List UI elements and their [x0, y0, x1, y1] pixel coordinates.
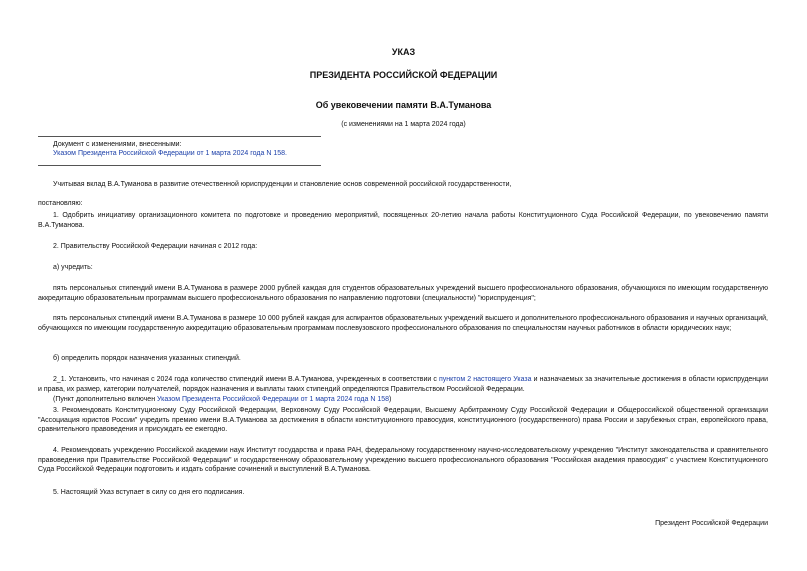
- paragraph-1: 1. Одобрить инициативу организационного комитета по подготовке и проведению мероприятий, посвященных 20-летию начала работы Конституционного Суда Российской Федерации, по увековечению памяти В.А.Туманова.: [38, 212, 768, 229]
- signature: Президент Российской Федерации: [655, 520, 768, 527]
- paragraph-2b: б) определить порядок назначения указанных стипендий.: [53, 355, 241, 362]
- paragraph-3: 3. Рекомендовать Конституционному Суду Российской Федерации, Верховному Суду Российской Федерации, Высшему Арбитражному Суду Российской Федерации и Общероссийской общественной организации "Ассоциация юристов России" учредить премию имени В.А.Туманова за достижения в области конституционного правосудия, конституционного (государственного) права России и зарубежных стран, европейского права, сравнительного правоведения и присуждать ее ежегодно.: [38, 407, 768, 433]
- paragraph-2-1-text-end: и назначаемых за значительные достижения в области юриспруденции и права, их размер, категории получателей, порядок назначения и выплаты таких стипендий определяются Правительством Российской Федерации.: [38, 376, 768, 393]
- top-divider: [38, 136, 321, 137]
- decree-158-link[interactable]: Указом Президента Российской Федерации от 1 марта 2024 года N 158: [157, 396, 390, 403]
- point-2-link[interactable]: пунктом 2 настоящего Указа: [439, 376, 532, 383]
- decree-word: постановляю:: [38, 200, 83, 207]
- changes-label: Документ с изменениями, внесенными:: [53, 141, 182, 148]
- paragraph-2-1: [38, 375, 768, 394]
- paragraph-2a-item-1: пять персональных стипендий имени В.А.Туманова в размере 2000 рублей каждая для студентов образовательных учреждений высшего профессионального образования, обучающихся по имеющим государственную аккредитацию образовательным программам высшего профессионального образования по направлению подготовки (специальности) "юриспруденция";: [38, 285, 768, 302]
- paragraph-2a: а) учредить:: [53, 264, 93, 271]
- paragraph-5: 5. Настоящий Указ вступает в силу со дня его подписания.: [53, 489, 245, 496]
- doc-issuer: ПРЕЗИДЕНТА РОССИЙСКОЙ ФЕДЕРАЦИИ: [309, 70, 498, 80]
- changes-block: [53, 140, 287, 158]
- note-text-end: ): [389, 396, 392, 403]
- changes-link[interactable]: Указом Президента Российской Федерации от 1 марта 2024 года N 158.: [53, 150, 287, 157]
- amendment-note: (с изменениями на 1 марта 2024 года): [341, 121, 466, 128]
- paragraph-2-1-text: 2_1. Установить, что начиная с 2024 года количество стипендий имени В.А.Туманова, учрежденных в соответствии с: [53, 376, 439, 383]
- paragraph-2: 2. Правительству Российской Федерации начиная с 2012 года:: [53, 243, 258, 250]
- doc-subject: Об увековечении памяти В.А.Туманова: [315, 100, 492, 110]
- preamble: Учитывая вклад В.А.Туманова в развитие отечественной юриспруденции и становление основ современной российской государственности,: [53, 181, 512, 188]
- doc-title: УКАЗ: [391, 47, 416, 57]
- bottom-divider: [38, 165, 321, 166]
- paragraph-4: 4. Рекомендовать учреждению Российской академии наук Институт государства и права РАН, федеральному государственному научно-исследовательскому учреждению "Институт законодательства и сравнительного правоведения при Правительстве Российской Федерации" и государственному образовательному учреждению высшего профессионального образования "Российская академия правосудия" с участием Конституционного Суда Российской Федерации подготовить и издать собрание сочинений и выступлений В.А.Туманова.: [38, 447, 768, 473]
- paragraph-2a-item-2: пять персональных стипендий имени В.А.Туманова в размере 10 000 рублей каждая для аспирантов образовательных учреждений высшего и дополнительного профессионального образования и научных организаций, обучающихся по имеющим государственную аккредитацию образовательным программам послевузовского профессионального образования по специальностям научных работников в области юридических наук;: [38, 315, 768, 332]
- paragraph-2-1-note: [38, 395, 768, 405]
- note-text: (Пункт дополнительно включен: [53, 396, 158, 403]
